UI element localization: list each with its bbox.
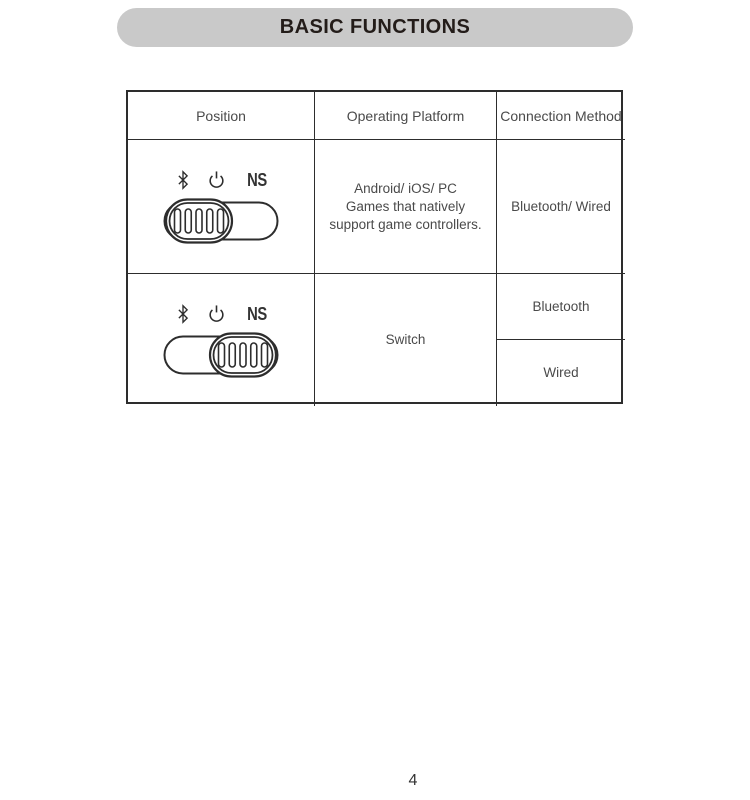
- cell-connection-method-bluetooth: Bluetooth: [497, 274, 625, 340]
- platform-text-line: Switch: [385, 332, 426, 347]
- bluetooth-icon: [177, 170, 189, 190]
- ns-label: NS: [247, 170, 267, 190]
- switch-knob: [166, 200, 232, 243]
- page-title: BASIC FUNCTIONS: [279, 16, 471, 38]
- power-icon: [207, 304, 226, 324]
- cell-connection-method-row1: Bluetooth/ Wired: [497, 140, 625, 274]
- basic-functions-table: [126, 90, 623, 404]
- cell-operating-platform-row2: [315, 274, 497, 406]
- page-number: 4: [408, 772, 418, 789]
- bluetooth-icon: [177, 304, 189, 324]
- platform-text-line: support game controllers.: [329, 216, 482, 232]
- mode-switch-illustration-right: [163, 303, 279, 378]
- cell-operating-platform-row1: [315, 140, 497, 274]
- cell-position-row1: [128, 140, 315, 274]
- platform-text-line: Android/ iOS/ PC: [354, 180, 457, 196]
- switch-knob: [210, 333, 276, 376]
- section-title-pill: [117, 8, 633, 47]
- column-header-operating-platform: Operating Platform: [315, 92, 497, 140]
- mode-switch-illustration-left: [163, 169, 279, 244]
- slide-switch-graphic-left: [163, 198, 279, 244]
- platform-text-line: Games that natively: [345, 198, 466, 214]
- power-icon: [207, 170, 226, 190]
- cell-connection-method-wired: Wired: [543, 365, 579, 380]
- column-header-position: Position: [128, 92, 315, 140]
- cell-position-row2: [128, 274, 315, 406]
- slide-switch-graphic-right: [163, 332, 279, 378]
- switch-position-labels: [163, 169, 279, 191]
- ns-label: NS: [247, 303, 267, 324]
- column-header-connection-method: Connection Method: [497, 92, 625, 140]
- switch-position-labels: [163, 303, 279, 325]
